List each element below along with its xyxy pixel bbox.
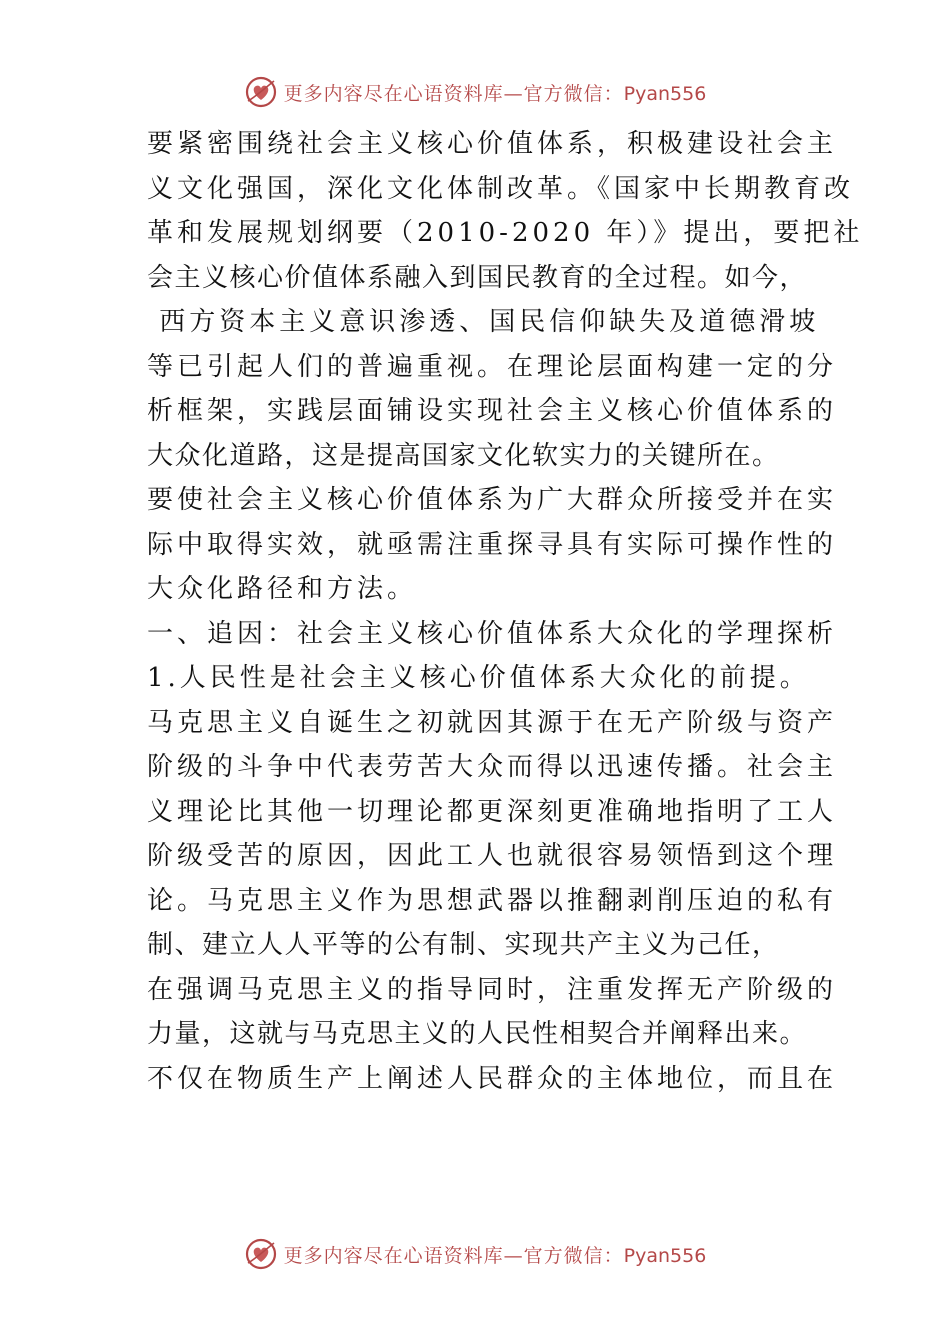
heart-circle-logo-icon	[244, 1237, 278, 1271]
body-line: 在强调马克思主义的指导同时，注重发挥无产阶级的	[147, 974, 838, 1005]
body-line: 会主义核心价值体系融入到国民教育的全过程。如今，	[147, 262, 808, 293]
header-banner-text	[284, 79, 707, 106]
heart-circle-logo-icon	[244, 75, 278, 109]
section-heading: 一、追因：社会主义核心价值体系大众化的学理探析	[147, 618, 838, 649]
body-line: 论。马克思主义作为思想武器以推翻剥削压迫的私有	[147, 885, 838, 916]
header-banner-label: 更多内容尽在心语资料库—官方微信：	[283, 82, 624, 105]
body-line: 析框架，实践层面铺设实现社会主义核心价值体系的	[147, 396, 838, 426]
body-line: 阶级的斗争中代表劳苦大众而得以迅速传播。社会主	[147, 752, 838, 782]
body-line: 际中取得实效，就亟需注重探寻具有实际可操作性的	[147, 529, 838, 560]
subsection-heading: 1.人民性是社会主义核心价值体系大众化的前提。	[147, 663, 810, 693]
body-line: 义理论比其他一切理论都更深刻更准确地指明了工人	[147, 796, 838, 827]
body-line: 不仅在物质生产上阐述人民群众的主体地位，而且在	[147, 1063, 838, 1094]
body-line: 阶级受苦的原因，因此工人也就很容易领悟到这个理	[147, 841, 838, 871]
body-line: 要紧密围绕社会主义核心价值体系，积极建设社会主	[147, 129, 838, 159]
body-line: 要使社会主义核心价值体系为广大群众所接受并在实	[147, 485, 838, 515]
body-line: 制、建立人人平等的公有制、实现共产主义为己任，	[147, 930, 780, 960]
body-line: 马克思主义自诞生之初就因其源于在无产阶级与资产	[147, 707, 838, 738]
body-line: 大众化路径和方法。	[147, 574, 418, 604]
footer-banner	[0, 1232, 950, 1276]
body-line: 力量，这就与马克思主义的人民性相契合并阐释出来。	[147, 1019, 808, 1049]
header-banner	[0, 70, 950, 114]
footer-banner-text	[284, 1241, 707, 1268]
body-line: 等已引起人们的普遍重视。在理论层面构建一定的分	[147, 351, 838, 382]
body-line: 义文化强国，深化文化体制改革。《国家中长期教育改	[147, 173, 855, 204]
footer-banner-label: 更多内容尽在心语资料库—官方微信：	[283, 1244, 624, 1267]
document-body	[147, 122, 864, 1101]
body-line: 西方资本主义意识渗透、国民信仰缺失及道德滑坡	[147, 307, 820, 337]
header-banner-handle: Pyan556	[623, 82, 707, 105]
footer-banner-handle: Pyan556	[623, 1244, 707, 1267]
body-line: 革和发展规划纲要（2010-2020 年）》提出，要把社	[147, 218, 864, 248]
body-line: 大众化道路，这是提高国家文化软实力的关键所在。	[147, 440, 780, 471]
